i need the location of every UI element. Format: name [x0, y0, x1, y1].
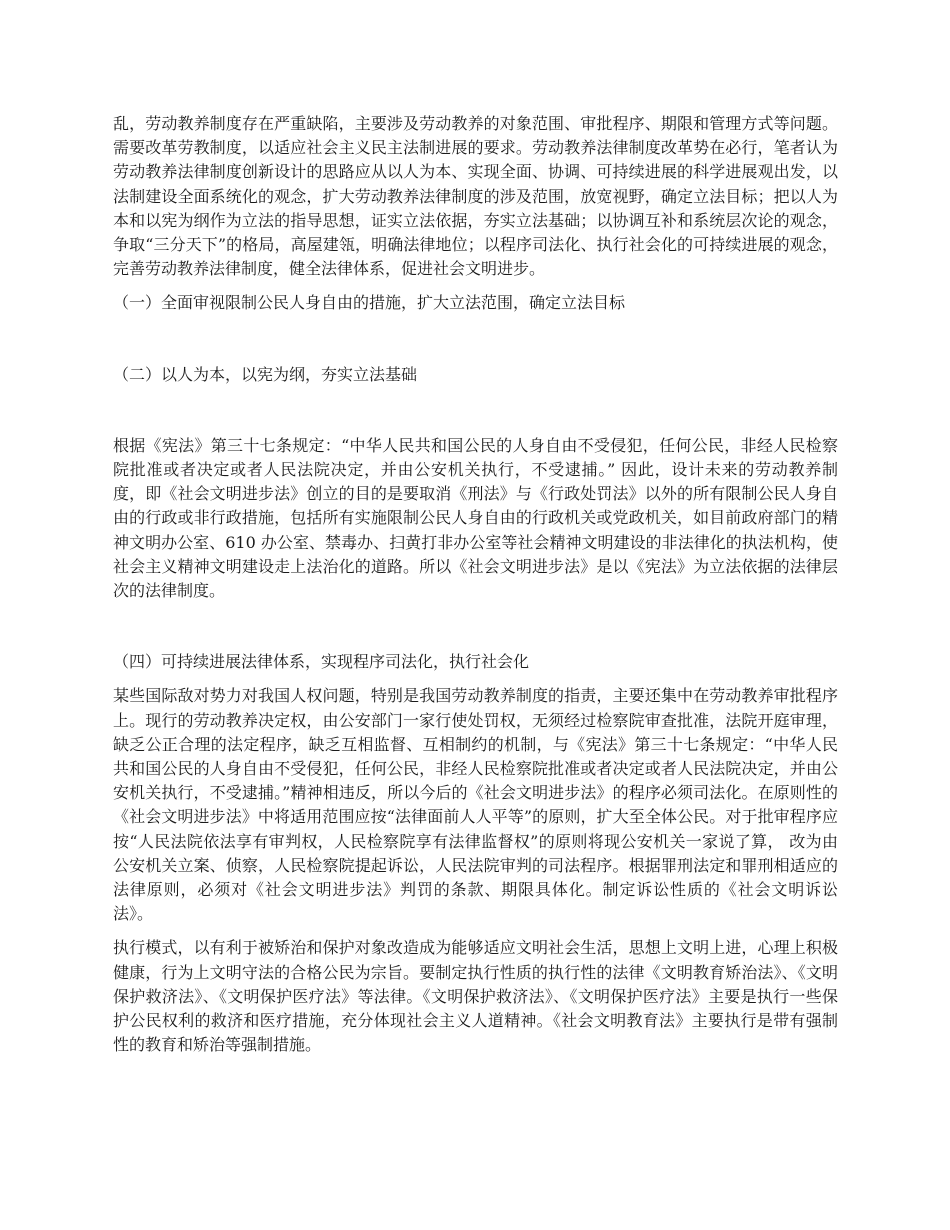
paragraph-constitution: 根据《宪法》第三十七条规定：“中华人民共和国公民的人身自由不受侵犯，任何公民，非经人民检察院批准或者决定或者人民法院决定，并由公安机关执行，不受逮捕。” 因此，设计未来的劳动教养制度，即《社会文明进步法》创立的目的是要取消《刑法》与《行政处罚法》以外的所有限制公民人身自由的行政或非行政措施，包括所有实施限制公民人身自由的行政机关或党政机关，如目前政府部门的精神文明办公室、610 办公室、禁毒办、扫黄打非办公室等社会精神文明建设的非法律化的执法机构，使社会主义精神文明建设走上法治化的道路。所以《社会文明进步法》是以《宪法》为立法依据的法律层次的法律制度。: [113, 435, 838, 601]
document-body: [113, 112, 838, 1058]
section-heading-2: （二）以人为本，以宪为纲，夯实立法基础: [113, 364, 418, 384]
paragraph-procedure: 某些国际敌对势力对我国人权问题，特别是我国劳动教养制度的指责，主要还集中在劳动教养审批程序上。现行的劳动教养决定权，由公安部门一家行使处罚权，无须经过检察院审查批准，法院开庭审理，缺乏公正合理的法定程序，缺乏互相监督、互相制约的机制，与《宪法》第三十七条规定：“中华人民共和国公民的人身自由不受侵犯，任何公民，非经人民检察院批准或者决定或者人民法院决定，并由公安机关执行，不受逮捕。”精神相违反，所以今后的《社会文明进步法》的程序必须司法化。在原则性的《社会文明进步法》中将适用范围应按“法律面前人人平等”的原则，扩大至全体公民。对于批审程序应按“人民法院依法享有审判权，人民检察院享有法律监督权”的原则将现公安机关一家说了算， 改为由公安机关立案、侦察，人民检察院提起诉讼，人民法院审判的司法程序。根据罪刑法定和罪刑相适应的法律原则，必须对《社会文明进步法》判罚的条款、期限具体化。制定诉讼性质的《社会文明诉讼法》。: [113, 686, 838, 924]
section-heading-4: （四）可持续进展法律体系，实现程序司法化，执行社会化: [113, 652, 530, 672]
section-heading-1: （一）全面审视限制公民人身自由的措施，扩大立法范围，确定立法目标: [113, 293, 626, 313]
paragraph-execution: 执行模式，以有利于被矫治和保护对象改造成为能够适应文明社会生活，思想上文明上进，心理上积极健康，行为上文明守法的合格公民为宗旨。要制定执行性质的执行性的法律《文明教育矫治法》、《文明保护救济法》、《文明保护医疗法》等法律。《文明保护救济法》、《文明保护医疗法》主要是执行一些保护公民权利的救济和医疗措施，充分体现社会主义人道精神。《社会文明教育法》主要执行是带有强制性的教育和矫治等强制措施。: [113, 938, 838, 1055]
paragraph-intro: 乱，劳动教养制度存在严重缺陷，主要涉及劳动教养的对象范围、审批程序、期限和管理方式等问题。需要改革劳教制度，以适应社会主义民主法制进展的要求。劳动教养法律制度改革势在必行，笔者认为劳动教养法律制度创新设计的思路应从以人为本、实现全面、协调、可持续进展的科学进展观出发，以法制建设全面系统化的观念，扩大劳动教养法律制度的涉及范围，放宽视野，确定立法目标；把以人为本和以宪为纲作为立法的指导思想，证实立法依据，夯实立法基础；以协调互补和系统层次论的观念，争取“三分天下”的格局，高屋建瓴，明确法律地位；以程序司法化、执行社会化的可持续进展的观念，完善劳动教养法律制度，健全法律体系，促进社会文明进步。: [113, 114, 838, 279]
